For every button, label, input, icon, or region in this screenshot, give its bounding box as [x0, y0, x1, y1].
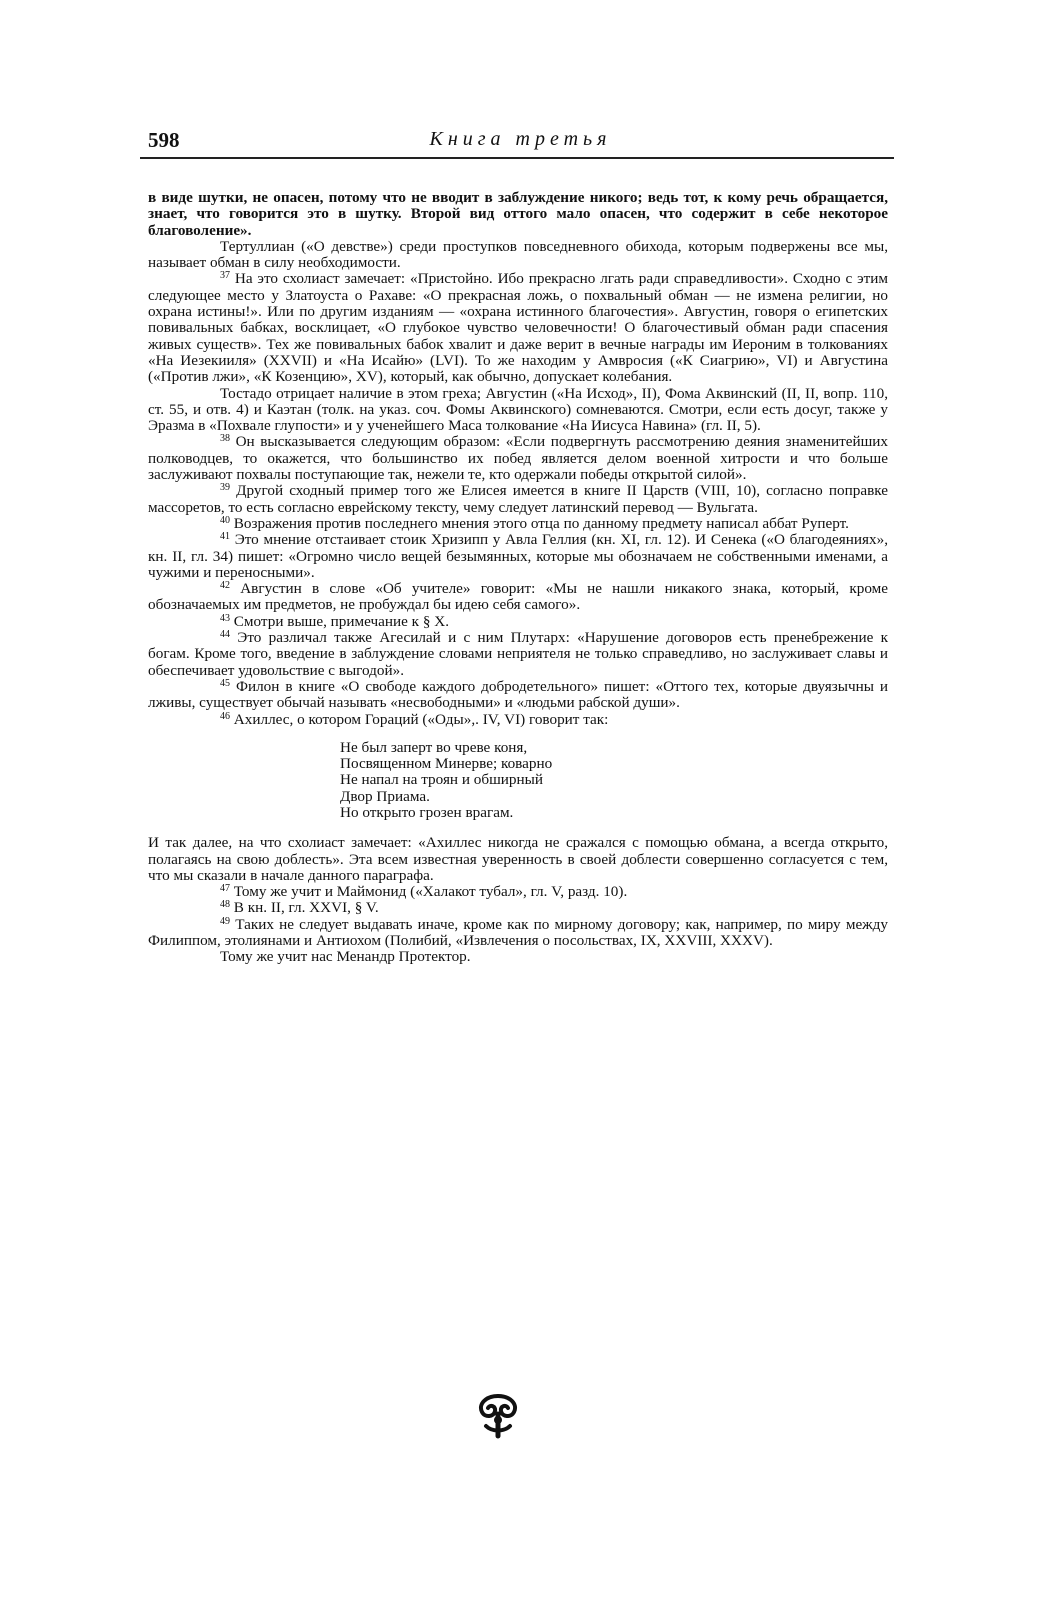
poem-quote: [340, 740, 888, 821]
poem-line: Не был заперт во чреве коня,: [340, 738, 528, 756]
ornament-icon: [468, 1390, 528, 1442]
note-number: 39: [220, 482, 230, 494]
footnote-45: $^{45}$ Филон в книге «О свободе каждого добродетельного» пишет: «Оттого тех, которые двуязычны и лживы, существует обычай называть «несвободными» и «людьми рабской души».: [148, 677, 888, 712]
paragraph: Тостадо отрицает наличие в этом греха; Августин («На Исход», II), Фома Аквинский (II, II, вопр. 110, ст. 55, и отв. 4) и Каэтан (толк. на указ. соч. Фомы Аквинского) сомневаются. Смотри, если есть досуг, также у Эразма в «Похвале глупости» и у ученейшего Маса толкование «На Иисуса Навина» (гл. II, 5).: [148, 384, 888, 435]
footnote-39: $^{39}$ Другой сходный пример того же Елисея имеется в книге II Царств (VIII, 10), согласно поправке массоретов, то есть согласно еврейскому тексту, чему следует латинский перевод — Вульгата.: [148, 482, 889, 516]
footnote-49: $^{49}$ Таких не следует выдавать иначе, кроме как по мирному договору; как, например, по миру между Филиппом, этолиянами и Антиохом (Полибий, «Извлечения о посольствах, IX, XXVIII, XXXV).: [148, 915, 888, 950]
footnote-42: $^{42}$ Августин в слове «Об учителе» говорит: «Мы не нашли никакого знака, который, кроме обозначаемых им предметов, не пробуждал бы идею себя самого».: [148, 580, 889, 614]
poem-line: Посвященном Минерве; коварно: [340, 755, 553, 773]
footnote-48: $^{48}$ В кн. II, гл. XXVI, § V.: [220, 899, 379, 917]
note-number: 44: [220, 629, 230, 641]
note-number: 45: [220, 677, 230, 689]
paragraph: Тому же учит нас Менандр Протектор.: [220, 948, 471, 966]
footnote-47: $^{47}$ Тому же учит и Маймонид («Халакот тубал», гл. V, разд. 10).: [220, 883, 628, 901]
page-number: 598: [148, 128, 180, 152]
paragraph: в виде шутки, не опасен, потому что не вводит в заблуждение никого; ведь тот, к кому речь обращается, знает, что говорится это в шутку. Второй вид оттого мало опасен, что содержит в себе некоторое благоволение».: [148, 189, 888, 239]
poem-line: Не напал на троян и обширный: [340, 771, 543, 789]
note-number: 48: [220, 899, 230, 911]
note-number: 43: [220, 612, 230, 624]
page-header: [148, 120, 893, 160]
note-number: 49: [220, 915, 230, 927]
footnote-44: $^{44}$ Это различал также Агесилай и с ним Плутарх: «Нарушение договоров есть пренебрежение к богам. Кроме того, введение в заблуждение словами неприятеля не только справедливо, но заслуживает славы и обеспечивает удовольствие с выгодой».: [148, 629, 888, 679]
body-text: [148, 190, 888, 966]
poem-line: Но открыто грозен врагам.: [340, 803, 514, 821]
footnote-40: $^{40}$ Возражения против последнего мнения этого отца по данному предмету написал аббат Руперт.: [220, 514, 849, 532]
paragraph: Тертуллиан («О девстве») среди проступков повседневного обихода, которым подвержены все мы, называет обман в силу необходимости.: [148, 237, 888, 272]
note-number: 41: [220, 531, 230, 543]
note-number: 37: [220, 270, 230, 282]
paragraph: И так далее, на что схолиаст замечает: «Ахиллес никогда не сражался с помощью обмана, а всегда открыто, полагаясь на свою доблесть». Эта всем известная уверенность в своей доблести совершенно согласуется с тем, что мы сказали в начале данного параграфа.: [148, 834, 888, 884]
note-number: 46: [220, 710, 230, 722]
running-title: Книга третья: [429, 128, 612, 150]
note-number: 38: [220, 433, 230, 445]
poem-line: Двор Приама.: [340, 787, 430, 805]
footnote-46: $^{46}$ Ахиллес, о котором Гораций («Оды»,. IV, VI) говорит так:: [220, 710, 609, 728]
footnote-41: $^{41}$ Это мнение отстаивает стоик Хризипп у Авла Геллия (кн. XI, гл. 12). И Сенека («О благодеяниях», кн. II, гл. 34) пишет: «Огромно число вещей безымянных, которые мы обозначаем не собственными именами, а чужими и переносными».: [148, 531, 889, 581]
footnote-43: $^{43}$ Смотри выше, примечание к § X.: [220, 612, 450, 630]
footnote-38: $^{38}$ Он высказывается следующим образом: «Если подвергнуть рассмотрению деяния знаменитейших полководцев, то окажется, что большинство их побед является делом военной хитрости и что больше заслуживают похвалы поступающие так, нежели те, кто одержали победы открытой силой».: [148, 433, 889, 484]
header-rule: [140, 157, 894, 159]
note-number: 40: [220, 514, 230, 526]
footnote-37: $^{37}$ На это схолиаст замечает: «Пристойно. Ибо прекрасно лгать ради справедливости». Сходно с этим следующее место у Златоуста о Рахаве: «О прекрасная ложь, о похвальный обман — не измена религии, но охрана истины!». Или по другим изданиям — «охрана истинного благочестия». Августин, говоря о египетских повивальных бабках, восклицает, «О глубокое чувство человечности! О благочестивый обман ради спасения живых существ». Тех же повивальных бабок хвалит и даже верит в вечные награды им Иероним в толкованиях «На Иезекииля» (XXVII) и «На Исайю» (LVI). То же находим у Амвросия («К Сиагрию», VI) и Августина («Против лжи», «К Козенцию», XV), который, как обычно, допускает колебания.: [148, 270, 888, 386]
note-number: 47: [220, 883, 230, 895]
note-number: 42: [220, 580, 230, 592]
